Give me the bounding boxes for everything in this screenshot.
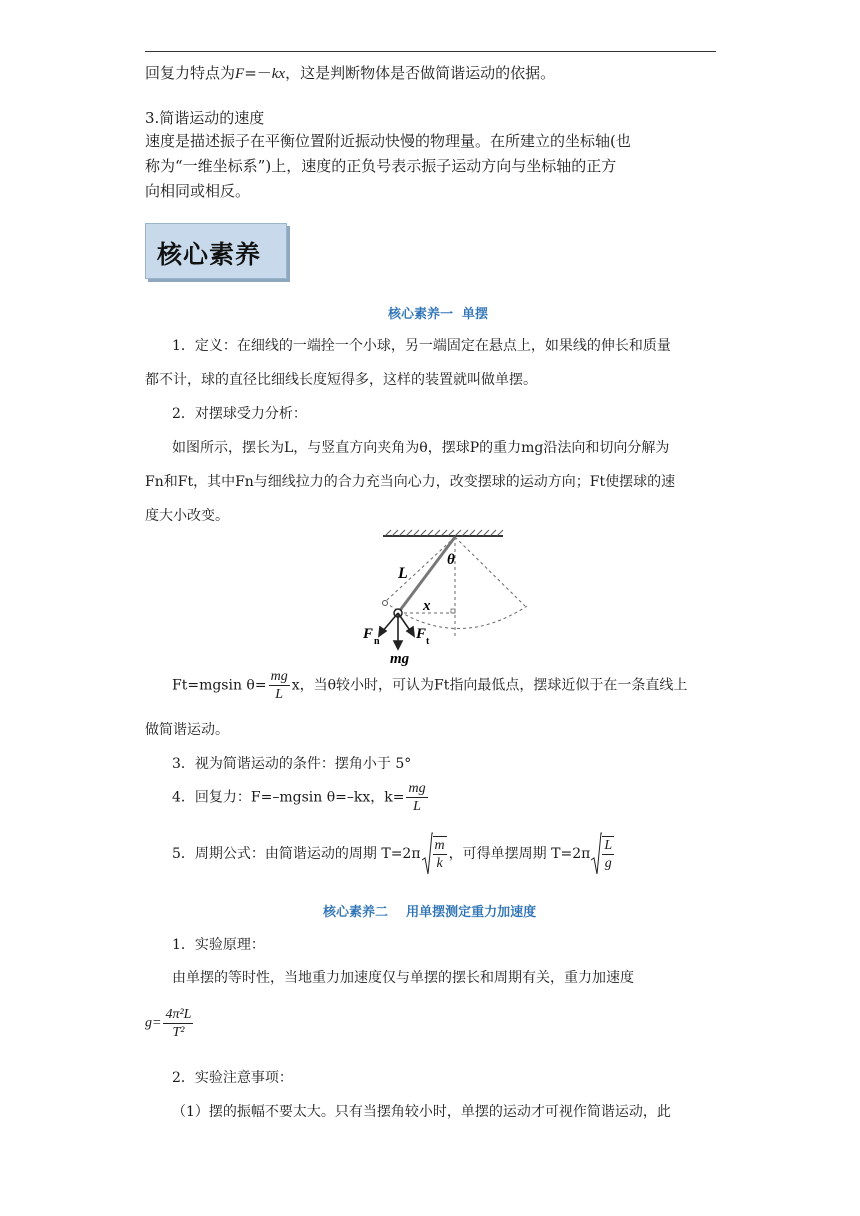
fraction-numerator: mg xyxy=(270,669,288,684)
fraction-denominator: T² xyxy=(172,1025,185,1040)
tangent-force-label: F xyxy=(416,626,427,642)
right-extreme-line xyxy=(455,537,525,606)
fraction-numerator: m xyxy=(434,838,445,853)
fraction-denominator: g xyxy=(604,856,612,871)
normal-force-subscript: n xyxy=(374,636,380,647)
sqrt-m-over-k xyxy=(421,832,449,876)
fraction-numerator: mg xyxy=(408,781,426,796)
fraction-numerator: L xyxy=(604,838,613,853)
gravity-label: mg xyxy=(390,651,410,667)
force-analysis-title: 2．对摆球受力分析： xyxy=(172,406,307,422)
fraction-denominator: L xyxy=(275,687,284,702)
right-angle-mark xyxy=(451,609,455,613)
analysis-line: 如图所示，摆长为L，与竖直方向夹角为θ，摆球P的重力mg沿法向和切向分解为 xyxy=(172,440,670,456)
paragraph-line: 向相同或相反。 xyxy=(145,182,251,200)
section-1-heading: 核心素养一 单摆 xyxy=(388,307,489,322)
paragraph-line: 速度是描述振子在平衡位置附近振动快慢的物理量。在所建立的坐标轴(也 xyxy=(145,132,631,150)
fraction-denominator: k xyxy=(436,856,443,871)
paragraph-line: 称为“一维坐标系”)上，速度的正负号表示振子运动方向与坐标轴的正方 xyxy=(145,157,617,175)
formula-prefix: g= xyxy=(145,1015,162,1031)
period-formula xyxy=(172,832,616,876)
definition-line: 都不计，球的直径比细线长度短得多，这样的装置就叫做单摆。 xyxy=(145,372,537,388)
precaution-line: （1）摆的振幅不要太大。只有当摆角较小时，单摆的运动才可视作简谐运动，此 xyxy=(172,1104,671,1120)
equation-continuation: 做简谐运动。 xyxy=(145,722,229,738)
formula-eq: =－ xyxy=(244,64,272,82)
shm-condition: 3．视为简谐运动的条件：摆角小于 5° xyxy=(172,756,412,772)
angle-theta-label: θ xyxy=(447,552,455,568)
formula-prefix: 5．周期公式：由简谐运动的周期 T=2π xyxy=(172,846,421,862)
restoring-force-line xyxy=(145,62,555,85)
equation-suffix: x，当θ较小时，可认为Ft指向最低点，摆球近似于在一条直线上 xyxy=(291,677,688,694)
length-label: L xyxy=(398,565,408,582)
section-3-title: 3.简谐运动的速度 xyxy=(145,109,265,127)
gravity-formula xyxy=(145,1006,195,1041)
formula-kx: kx xyxy=(271,66,286,82)
section-2-heading: 核心素养二 用单摆测定重力加速度 xyxy=(323,905,537,920)
pendulum-diagram xyxy=(355,528,540,668)
formula-prefix: 4．回复力：F=–mgsin θ=–kx，k= xyxy=(172,789,405,806)
formula-f: F xyxy=(235,66,245,82)
formula-middle: ，可得单摆周期 T=2π xyxy=(448,846,591,862)
force-arrows xyxy=(379,613,414,649)
experiment-principle-line: 由单摆的等时性，当地重力加速度仅与单摆的摆长和周期有关，重力加速度 xyxy=(172,970,634,986)
header-rule xyxy=(145,51,716,52)
ceiling-hatching xyxy=(383,530,503,536)
definition-line: 1．定义：在细线的一端拴一个小球，另一端固定在悬点上，如果线的伸长和质量 xyxy=(172,338,671,354)
sqrt-l-over-g xyxy=(590,832,616,876)
analysis-line: Fn和Ft，其中Fn与细线拉力的合力充当向心力，改变摆球的运动方向；Ft使摆球的速 xyxy=(145,474,676,490)
text-segment: ，这是判断物体是否做简谐运动的依据。 xyxy=(285,64,556,82)
fraction-numerator: 4π²L xyxy=(165,1007,192,1022)
tangent-force-equation xyxy=(172,668,687,703)
bob-ghost xyxy=(383,601,388,606)
analysis-line: 度大小改变。 xyxy=(145,508,229,524)
text-segment: 回复力特点为 xyxy=(145,64,236,82)
fraction-denominator: L xyxy=(413,799,421,814)
precautions-title: 2．实验注意事项： xyxy=(172,1070,293,1086)
equation-prefix: Ft=mgsin θ= xyxy=(172,677,267,694)
normal-force-label: F xyxy=(363,626,374,642)
restoring-force-formula xyxy=(172,780,430,815)
experiment-principle-title: 1．实验原理： xyxy=(172,937,265,953)
displacement-label: x xyxy=(423,598,431,614)
core-literacy-badge-label: 核心素养 xyxy=(157,240,262,269)
tangent-force-subscript: t xyxy=(426,636,430,647)
